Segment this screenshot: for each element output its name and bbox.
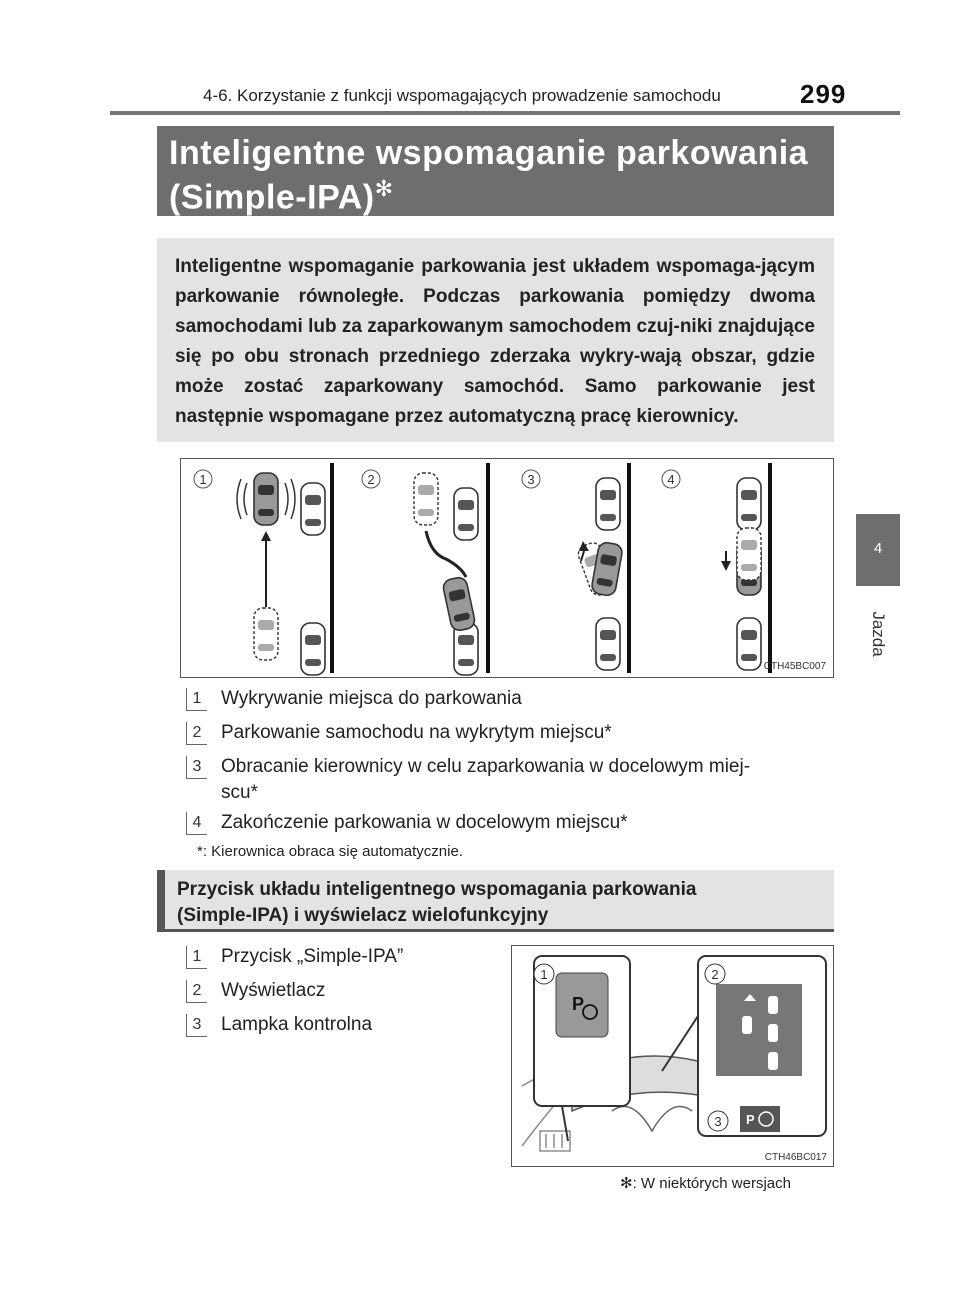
dashboard-illustration [512, 946, 833, 1166]
item-text: Przycisk „Simple-IPA” [221, 946, 404, 967]
figure-marker-3: 3 [527, 472, 535, 487]
list-item [186, 946, 486, 972]
intro-box [157, 238, 834, 442]
step-text: Obracanie kierownicy w celu zaparkowania w docelowym miej- [221, 756, 751, 777]
figure2-code: CTH46BC017 [764, 1152, 827, 1163]
step-text: Zakończenie parkowania w docelowym miejscu* [221, 812, 628, 833]
subheading [157, 870, 834, 932]
chapter-tab: 4 [856, 514, 900, 586]
header-rule [110, 111, 900, 115]
figure2-marker-2: 2 [711, 967, 719, 982]
step-text: Wykrywanie miejsca do parkowania [221, 688, 522, 709]
step-number: 4 [186, 812, 207, 835]
asterisk-icon: ✻ [374, 176, 394, 201]
curb-line [486, 463, 490, 673]
curb-line [627, 463, 631, 673]
subheading-line2: (Simple-IPA) i wyświelacz wielofunkcyjny [177, 905, 549, 926]
curb-line [330, 463, 334, 673]
svg-text:P: P [746, 1112, 755, 1127]
parking-steps-figure [180, 458, 834, 678]
list-item [186, 722, 826, 748]
list-item [186, 980, 486, 1006]
page-title [157, 126, 834, 216]
version-note [620, 1174, 791, 1192]
figure2-marker-3: 3 [714, 1114, 722, 1129]
title-line2-text: (Simple-IPA) [169, 178, 375, 217]
figure-code: CTH45BC007 [763, 661, 826, 672]
figure-marker-4: 4 [667, 472, 675, 487]
figure2-marker-1: 1 [540, 967, 548, 982]
item-number: 3 [186, 1014, 207, 1037]
dashboard-figure [511, 945, 834, 1167]
step-number: 3 [186, 756, 207, 779]
subheading-line1: Przycisk układu inteligentnego wspomagania parkowania [177, 879, 697, 900]
intro-text: Inteligentne wspomaganie parkowania jest układem wspomaga-jącym parkowanie równoległe. Podczas parkowania pomiędzy dwoma samochodami lub za zaparkowanym samochodem czuj-niki znajdujące się po obu stronach przedniego zderzaka wykry-wają obszar, gdzie może zostać zaparkowany samochód. Samo parkowanie jest następnie wspomagane przez automatyczną pracę kierownicy. [175, 256, 815, 427]
title-line2 [169, 176, 394, 217]
page-number: 299 [800, 79, 847, 109]
item-number: 2 [186, 980, 207, 1003]
title-line1: Inteligentne wspomaganie parkowania [169, 134, 809, 172]
item-text: Wyświetlacz [221, 980, 326, 1001]
button-letter: P [572, 994, 585, 1014]
list-item [186, 756, 826, 812]
item-number: 1 [186, 946, 207, 969]
footnote: *: Kierownica obraca się automatycznie. [197, 843, 463, 860]
item-text: Lampka kontrolna [221, 1014, 373, 1035]
step-number: 2 [186, 722, 207, 745]
list-item [186, 688, 826, 714]
curb-line [768, 463, 772, 673]
version-note-text: : W niektórych wersjach [632, 1175, 791, 1192]
chapter-label-text: Jazda [869, 611, 888, 657]
figure-marker-2: 2 [367, 472, 375, 487]
chapter-label [856, 594, 900, 674]
step-number: 1 [186, 688, 207, 711]
step-text-continued: scu* [221, 782, 258, 803]
figure-marker-1: 1 [199, 472, 207, 487]
asterisk-icon: ✻ [620, 1175, 633, 1192]
step-text: Parkowanie samochodu na wykrytym miejscu* [221, 722, 612, 743]
parking-steps-illustration [181, 459, 833, 677]
section-header: 4-6. Korzystanie z funkcji wspomagających prowadzenie samochodu [203, 86, 721, 105]
list-item [186, 1014, 486, 1040]
list-item [186, 812, 826, 838]
